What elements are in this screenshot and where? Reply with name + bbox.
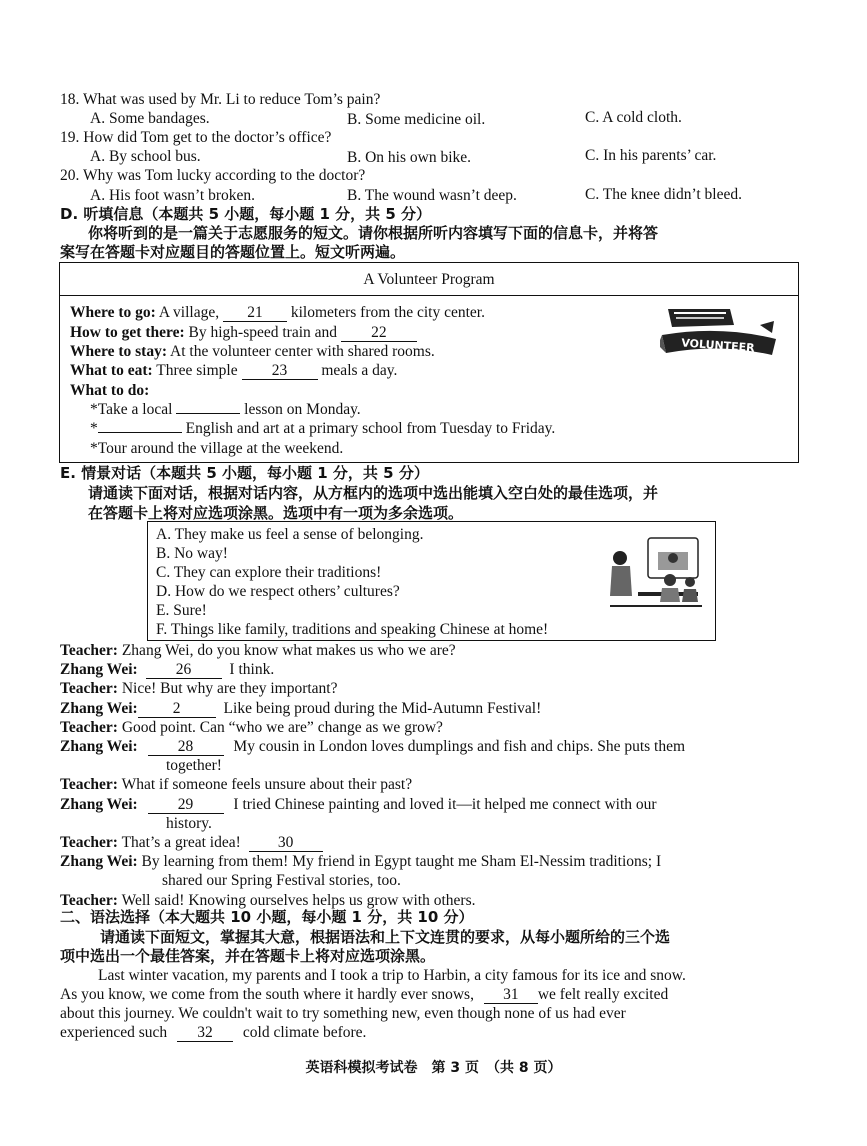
option-c: C. They can explore their traditions! (156, 564, 382, 581)
q19-option-b: B. On his own bike. (347, 149, 471, 166)
option-b: B. No way! (156, 545, 228, 562)
section-d-instruction-1: 你将听到的是一篇关于志愿服务的短文。请你根据所听内容填写下面的信息卡，并将答 (88, 224, 659, 242)
q18-option-a: A. Some bandages. (90, 110, 210, 127)
dialogue-line-teacher-2: Teacher: Nice! But why are they important? (60, 680, 338, 697)
blank-32[interactable]: 32 (177, 1025, 233, 1042)
card-title: A Volunteer Program (363, 271, 495, 288)
option-f: F. Things like family, traditions and speaking Chinese at home! (156, 621, 549, 638)
section-e-instruction-1: 请通读下面对话，根据对话内容，从方框内的选项中选出能填入空白处的最佳选项，并 (88, 484, 659, 502)
how-to-get-line: How to get there: By high-speed train and 22 (70, 323, 417, 342)
blank-28[interactable]: 28 (148, 739, 224, 756)
dialogue-line-zhangwei-5-cont: shared our Spring Festival stories, too. (162, 872, 401, 889)
part2-heading: 二、语法选择（本大题共 10 小题，每小题 1 分，共 10 分） (60, 908, 474, 926)
section-e-instruction-2: 在答题卡上将对应选项涂黑。选项中有一项为多余选项。 (88, 504, 464, 522)
blank-25[interactable] (98, 432, 182, 433)
blank-30[interactable]: 30 (249, 835, 323, 852)
blank-31[interactable]: 31 (484, 987, 538, 1004)
q20-option-c: C. The knee didn’t bleed. (585, 186, 742, 203)
section-e-heading: E. 情景对话（本题共 5 小题，每小题 1 分，共 5 分） (60, 464, 429, 482)
where-to-stay-line: Where to stay: At the volunteer center with shared rooms. (70, 343, 435, 360)
q19-option-a: A. By school bus. (90, 148, 201, 165)
dialogue-line-teacher-4: Teacher: What if someone feels unsure about their past? (60, 776, 413, 793)
question-20: 20. Why was Tom lucky according to the doctor? (60, 167, 366, 184)
blank-21[interactable]: 21 (223, 305, 287, 322)
part2-instruction-2: 项中选出一个最佳答案，并在答题卡上将对应选项涂黑。 (60, 947, 436, 965)
dialogue-line-teacher-3: Teacher: Good point. Can “who we are” change as we grow? (60, 719, 443, 736)
dialogue-line-zhangwei-3: Zhang Wei: 28 My cousin in London loves dumplings and fish and chips. She puts them (60, 738, 686, 755)
blank-23[interactable]: 23 (242, 363, 318, 380)
blank-26[interactable]: 26 (146, 662, 222, 679)
blank-27[interactable]: 2 (138, 701, 216, 718)
classroom-illustration-image (608, 536, 704, 616)
dialogue-line-teacher-1: Teacher: Zhang Wei, do you know what makes us who we are? (60, 642, 456, 659)
question-18: 18. What was used by Mr. Li to reduce Tom’s pain? (60, 91, 381, 108)
volunteer-logo-image (660, 305, 780, 369)
question-19: 19. How did Tom get to the doctor’s office? (60, 129, 332, 146)
q18-option-b: B. Some medicine oil. (347, 111, 486, 128)
blank-24[interactable] (176, 413, 240, 414)
q19-option-c: C. In his parents’ car. (585, 147, 717, 164)
q20-option-b: B. The wound wasn’t deep. (347, 187, 517, 204)
options-box (147, 521, 716, 641)
passage-line-4: experienced such 32 cold climate before. (60, 1024, 367, 1041)
blank-22[interactable]: 22 (341, 325, 417, 342)
passage-line-3: about this journey. We couldn't wait to try something new, even though none of us had ever (60, 1005, 626, 1022)
dialogue-line-teacher-6: Teacher: Well said! Knowing ourselves helps us grow with others. (60, 892, 476, 909)
what-to-do-label: What to do: (70, 382, 150, 399)
dialogue-line-teacher-5: Teacher: That’s a great idea! 30 (60, 833, 323, 852)
todo-item-3: *Tour around the village at the weekend. (90, 440, 344, 457)
option-d: D. How do we respect others’ cultures? (156, 583, 400, 600)
dialogue-line-zhangwei-5: Zhang Wei: By learning from them! My friend in Egypt taught me Sham El-Nessim traditions; I (60, 853, 662, 870)
q20-option-a: A. His foot wasn’t broken. (90, 187, 256, 204)
todo-item-2: * English and art at a primary school from Tuesday to Friday. (90, 420, 556, 437)
dialogue-line-zhangwei-4: Zhang Wei: 29 I tried Chinese painting and loved it—it helped me connect with our (60, 796, 657, 813)
section-d-instruction-2: 案写在答题卡对应题目的答题位置上。短文听两遍。 (60, 243, 406, 261)
dialogue-line-zhangwei-2: Zhang Wei: 2 Like being proud during the Mid-Autumn Festival! (60, 700, 542, 717)
passage-line-1: Last winter vacation, my parents and I took a trip to Harbin, a city famous for its ice and snow. (98, 967, 686, 984)
card-divider (60, 295, 798, 296)
option-e: E. Sure! (156, 602, 207, 619)
option-a: A. They make us feel a sense of belonging. (156, 526, 424, 543)
dialogue-line-zhangwei-1: Zhang Wei: 26 I think. (60, 661, 275, 678)
page-footer: 英语科模拟考试卷 第 3 页 （共 8 页） (305, 1060, 562, 1076)
part2-instruction-1: 请通读下面短文，掌握其大意，根据语法和上下文连贯的要求，从每小题所给的三个选 (100, 928, 671, 946)
dialogue-line-zhangwei-4-cont: history. (166, 815, 212, 832)
volunteer-info-card (59, 262, 799, 463)
todo-item-1: *Take a local lesson on Monday. (90, 401, 361, 418)
svg-text:VOLUNTEER: VOLUNTEER (680, 336, 756, 355)
blank-29[interactable]: 29 (148, 797, 224, 814)
passage-line-2: As you know, we come from the south where it hardly ever snows, 31 we felt really excited (60, 986, 669, 1003)
where-to-go-line: Where to go: A village, 21 kilometers from the city center. (70, 304, 485, 321)
what-to-eat-line: What to eat: Three simple 23 meals a day. (70, 362, 398, 379)
dialogue-line-zhangwei-3-cont: together! (166, 757, 222, 774)
q18-option-c: C. A cold cloth. (585, 109, 682, 126)
section-d-heading: D. 听填信息（本题共 5 小题，每小题 1 分，共 5 分） (60, 205, 432, 223)
